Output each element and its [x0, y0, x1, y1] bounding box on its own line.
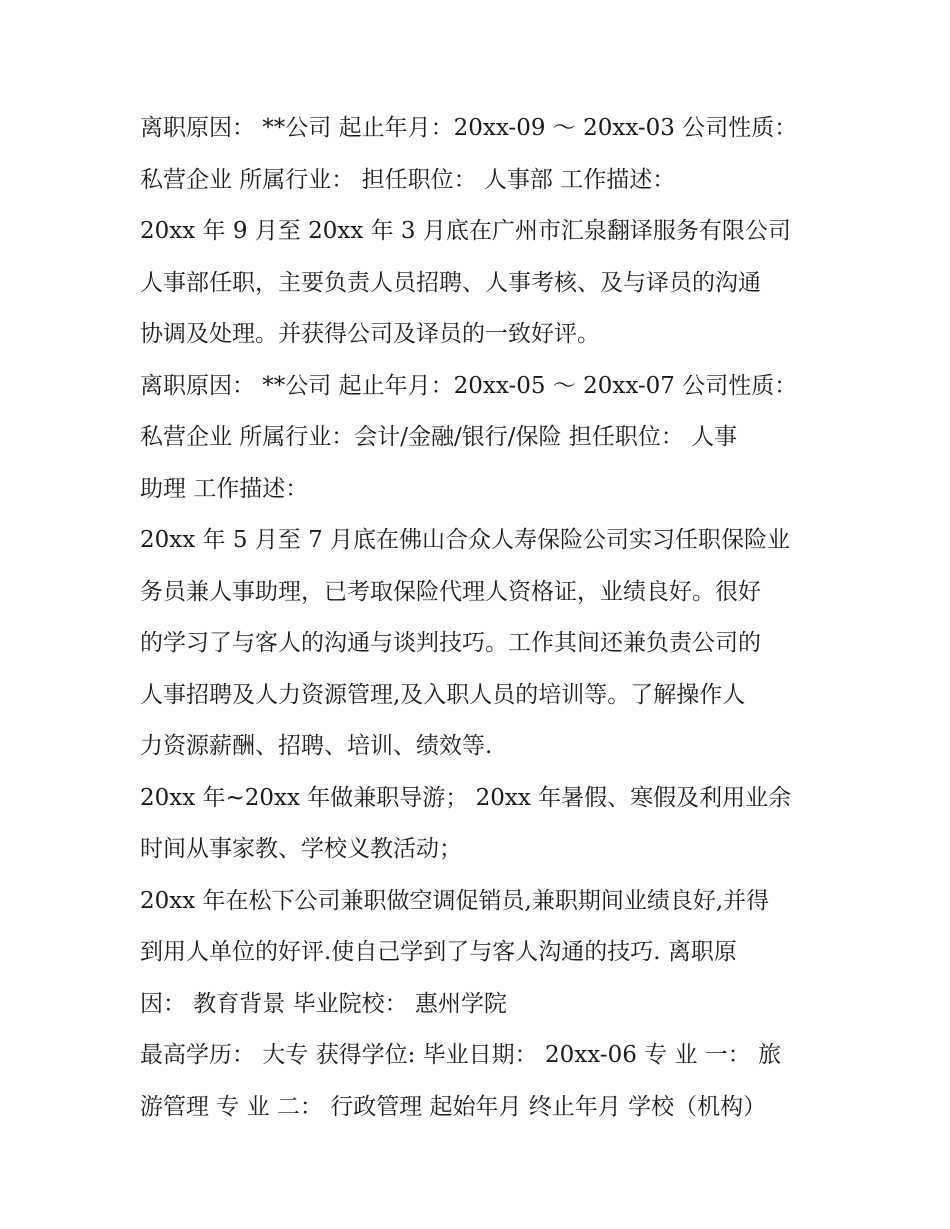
text-line: 20xx 年 9 月至 20xx 年 3 月底在广州市汇泉翻译服务有限公司 — [140, 218, 791, 244]
text-line: 人事招聘及人力资源管理,及入职人员的培训等。了解操作人 — [140, 681, 746, 708]
document-body — [140, 103, 820, 1133]
text-line: 最高学历： 大专 获得学位: 毕业日期： 20xx-06 专 业 一： 旅 — [140, 1042, 782, 1068]
text-line: 协调及处理。并获得公司及译员的一致好评。 — [140, 321, 600, 347]
text-line: 私营企业 所属行业：会计/金融/银行/保险 担任职位： 人事 — [140, 424, 738, 450]
text-line: 离职原因： **公司 起止年月：20xx-09 ～ 20xx-03 公司性质： — [140, 115, 798, 141]
text-line: 人事部任职，主要负责人员招聘、人事考核、及与译员的沟通 — [140, 269, 761, 296]
text-line: 私营企业 所属行业： 担任职位： 人事部 工作描述： — [140, 166, 676, 193]
text-line: 到用人单位的好评.使自己学到了与客人沟通的技巧. 离职原 — [140, 939, 737, 965]
text-line: 20xx 年~20xx 年做兼职导游； 20xx 年暑假、寒假及利用业余 — [140, 784, 792, 811]
text-line: 因： 教育背景 毕业院校： 惠州学院 — [140, 990, 507, 1017]
text-line: 的学习了与客人的沟通与谈判技巧。工作其间还兼负责公司的 — [140, 630, 761, 656]
text-line: 助理 工作描述： — [140, 475, 309, 502]
text-line: 时间从事家教、学校义教活动； — [140, 836, 462, 862]
text-line: 务员兼人事助理，已考取保险代理人资格证，业绩良好。很好 — [140, 578, 761, 605]
text-line: 20xx 年 5 月至 7 月底在佛山合众人寿保险公司实习任职保险业 — [140, 527, 791, 553]
text-line: 离职原因： **公司 起止年月：20xx-05 ～ 20xx-07 公司性质： — [140, 372, 798, 399]
text-line: 力资源薪酬、招聘、培训、绩效等. — [140, 733, 493, 759]
text-line: 20xx 年在松下公司兼职做空调促销员,兼职期间业绩良好,并得 — [140, 887, 770, 914]
text-line: 游管理 专 业 二： 行政管理 起始年月 终止年月 学校（机构） — [140, 1093, 767, 1120]
